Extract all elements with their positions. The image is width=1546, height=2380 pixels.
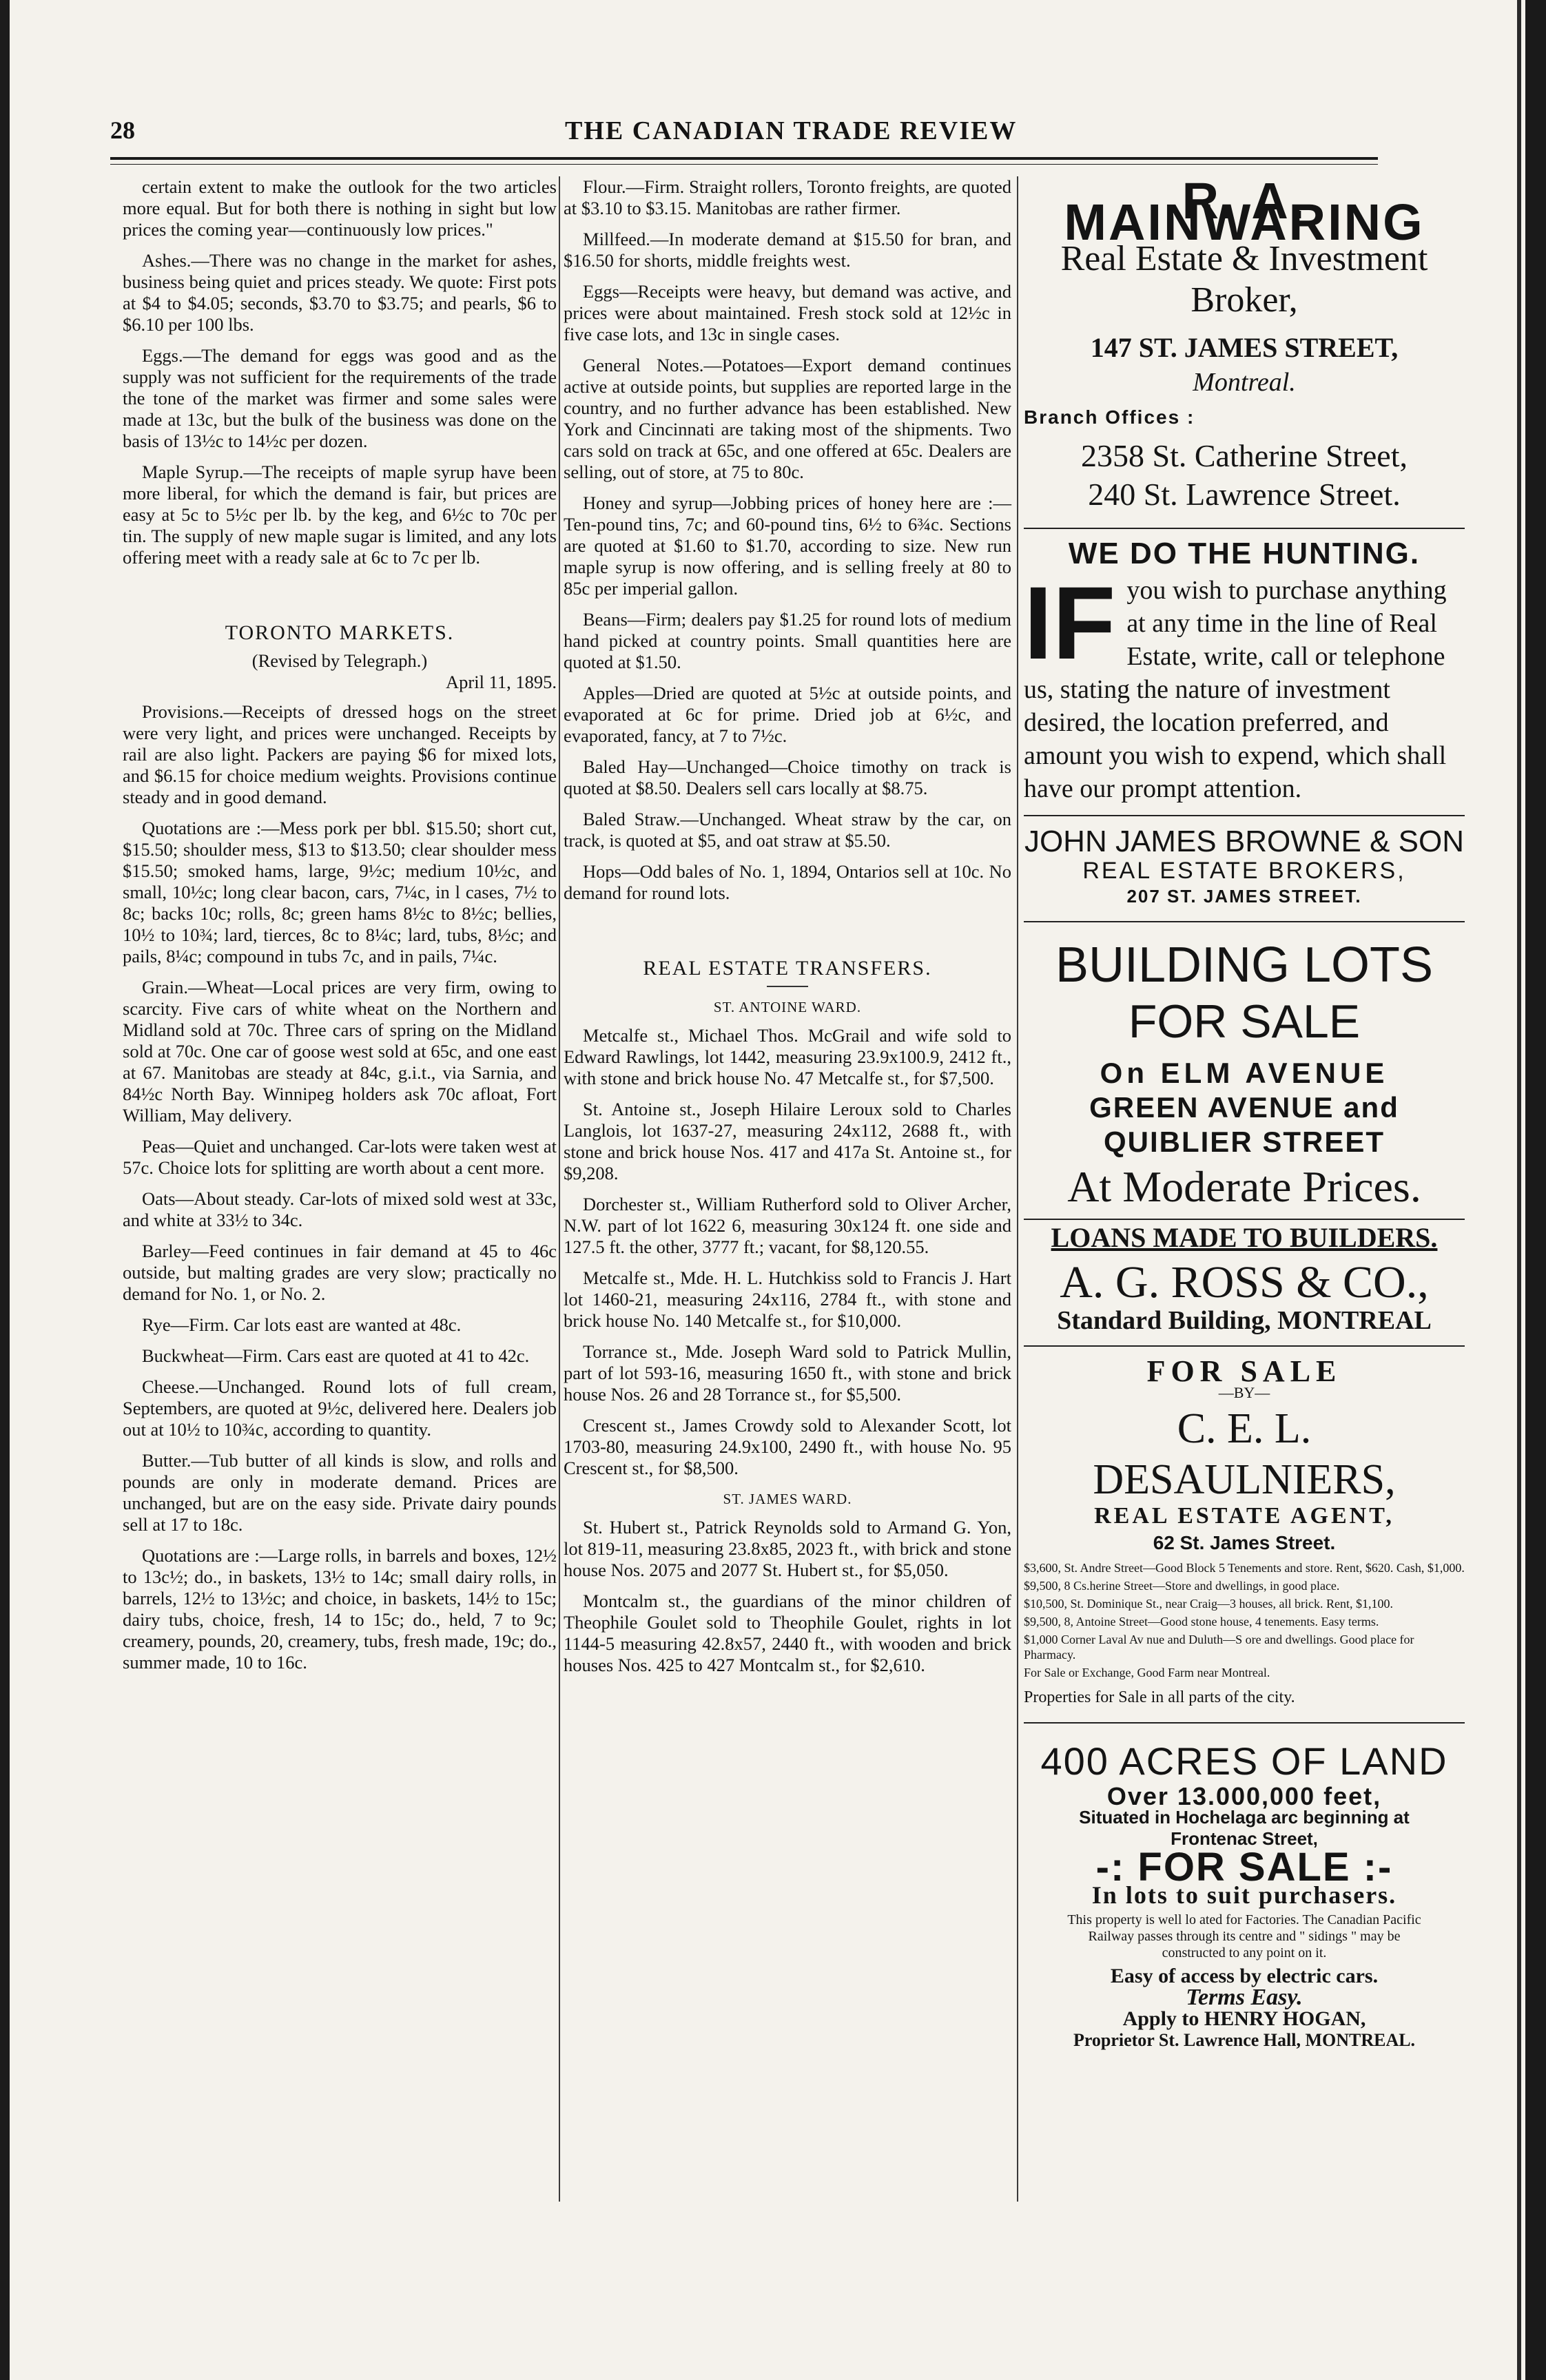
mainwaring-address: 147 ST. JAMES STREET,: [1090, 332, 1399, 363]
browne-ad: [1024, 537, 1465, 907]
column-separator-2: [1017, 176, 1018, 2202]
toronto-markets-heading: TORONTO MARKETS.: [225, 621, 455, 644]
desaulniers-agent: REAL ESTATE AGENT,: [1094, 1503, 1394, 1529]
transfer-entry: St. Hubert st., Patrick Reynolds sold to Armand G. Yon, lot 819-11, measuring 23.8x85, 2023 ft., with brick and stone house Nos. 2075 and 2077 St. Hubert st., for $5,050.: [564, 1517, 1011, 1580]
ross-quiblier-street: QUIBLIER STREET: [1103, 1126, 1385, 1158]
ross-for-sale: FOR SALE: [1128, 995, 1361, 1048]
ad-divider: [1024, 1345, 1465, 1347]
baled-hay-paragraph: Baled Hay—Unchanged—Choice timothy on track is quoted at $8.50. Dealers sell cars locally at $8.75.: [564, 756, 1011, 798]
ross-building-lots: BUILDING LOTS: [1055, 938, 1434, 993]
property-listing: $10,500, St. Dominique St., near Craig—3 houses, all brick. Rent, $1,100.: [1024, 1597, 1393, 1611]
ad-divider: [1024, 815, 1465, 816]
grain-paragraph: Grain.—Wheat—Local prices are very firm, owing to scarcity. Five cars of white wheat on the Northern and Midland sold at 70c. Three cars of spring on the Midland sold at 70c. One car of goose west sold at 65c, and one east at 67. Manitobas are steady at 84c, g.i.t., via Sarnia, and 84½c North Bay. Winnipeg holders ask 70c afloat, Fort William, May delivery.: [123, 977, 557, 1126]
millfeed-paragraph: Millfeed.—In moderate demand at $15.50 for bran, and $16.50 for shorts, middle freights west.: [564, 229, 1011, 271]
mainwaring-ad: [1024, 172, 1465, 514]
ross-green-avenue: GREEN AVENUE and: [1089, 1091, 1399, 1124]
mainwaring-branch-label: Branch Offices :: [1024, 406, 1195, 428]
eggs-paragraph: Eggs.—The demand for eggs was good and as the supply was not sufficient for the requirements of the trade the tone of the market was firmer and some sales were made at 13c, but the bulk of the business was done on the basis of 13½c to 14½c per dozen.: [123, 345, 557, 451]
buckwheat-paragraph: Buckwheat—Firm. Cars east are quoted at 41 to 42c.: [142, 1345, 530, 1366]
hogan-terms: Terms Easy.: [1186, 1985, 1303, 2010]
peas-paragraph: Peas—Quiet and unchanged. Car-lots were taken west at 57c. Choice lots for splitting are worth about a cent more.: [123, 1136, 557, 1178]
desaulniers-for-sale: FOR SALE: [1146, 1354, 1342, 1388]
barley-paragraph: Barley—Feed continues in fair demand at 45 to 46c outside, but malting grades are very slow; practically no demand for No. 1, or No. 2.: [123, 1241, 557, 1304]
outlook-paragraph: certain extent to make the outlook for the two articles more equal. But for both there is nothing in sight but low prices the coming year—continuously low prices.": [123, 176, 557, 240]
beans-paragraph: Beans—Firm; dealers pay $1.25 for round lots of medium hand picked at country points. Small quantities here are quoted at $1.50.: [564, 609, 1011, 672]
property-listing: $9,500, 8, Antoine Street—Good stone house, 4 tenements. Easy terms.: [1024, 1615, 1379, 1628]
browne-text: you wish to purchase anything at any time in the line of Real Estate, write, call or telephone us, stating the nature of investment desired, the location preferred, and amount you wish to expend, which shall have our prompt attention.: [1024, 576, 1447, 803]
page-header: [110, 116, 1461, 157]
mainwaring-city: Montreal.: [1193, 368, 1296, 397]
hogan-for-sale: -: FOR SALE :-: [1095, 1845, 1393, 1890]
desaulniers-by: —BY—: [1218, 1384, 1270, 1401]
mainwaring-name: R. A. MAINWARING: [1064, 172, 1425, 251]
flour-paragraph: Flour.—Firm. Straight rollers, Toronto freights, are quoted at $3.10 to $3.15. Manitobas are rather firmer.: [564, 176, 1011, 218]
apples-paragraph: Apples—Dried are quoted at 5½c at outside points, and evaporated at 6c for prime. Dried job at 6½c, and evaporated, fancy, at 7 to 7½c.: [564, 683, 1011, 746]
scan-edge-right: [1525, 0, 1546, 2380]
browne-firm: JOHN JAMES BROWNE & SON: [1024, 825, 1465, 858]
honey-paragraph: Honey and syrup—Jobbing prices of honey here are :—Ten-pound tins, 7c; and 60-pound tins, 6½ to 6¾c. Sections are quoted at $1.60 to $1.70, according to size. New run maple syrup is now offering, and is selling freely at 80 to 85c per imperial gallon.: [564, 493, 1011, 599]
butter-paragraph: Butter.—Tub butter of all kinds is slow, and rolls and pounds are only in moderate demand. Prices are unchanged, but are on the easy side. Private dairy pounds sell at 17 to 18c.: [123, 1450, 557, 1535]
hogan-feet: Over 13.000,000 feet,: [1106, 1782, 1382, 1810]
real-estate-transfers-heading: REAL ESTATE TRANSFERS.: [643, 957, 932, 980]
property-listing: For Sale or Exchange, Good Farm near Montreal.: [1024, 1666, 1270, 1679]
transfer-entry: Torrance st., Mde. Joseph Ward sold to Patrick Mullin, part of lot 593-16, measuring 1650 ft., with stone and brick house Nos. 26 and 28 Torrance st., for $5,500.: [564, 1341, 1011, 1405]
property-listing: $1,000 Corner Laval Av nue and Duluth—S ore and dwellings. Good place for Pharmacy.: [1024, 1633, 1414, 1662]
hogan-situated: Situated in Hochelaga arc beginning at Frontenac Street,: [1079, 1807, 1410, 1849]
st-antoine-ward-heading: ST. ANTOINE WARD.: [713, 999, 862, 1015]
scan-edge-right-inner: [1517, 0, 1521, 2380]
transfer-entry: Montcalm st., the guardians of the minor children of Theophile Goulet sold to Theophile Goulet, rights in lot 1144-5 measuring 42.8x57, 2440 ft., with wooden and brick houses Nos. 425 to 427 Montcalm st., for $2,610.: [564, 1591, 1011, 1675]
page-number: 28: [110, 116, 135, 144]
mainwaring-branch-1: 2358 St. Catherine Street,: [1081, 438, 1408, 473]
property-listing: $9,500, 8 Cs.herine Street—Store and dwellings, in good place.: [1024, 1579, 1340, 1593]
baled-straw-paragraph: Baled Straw.—Unchanged. Wheat straw by the car, on track, is quoted at $5, and oat straw at $5.50.: [564, 809, 1011, 851]
transfer-entry: St. Antoine st., Joseph Hilaire Leroux sold to Charles Langlois, lot 1637-27, measuring 24x112, 2688 ft., with stone and brick house Nos. 417 and 417a St. Antoine st., for $9,208.: [564, 1099, 1011, 1183]
hogan-easy-access: Easy of access by electric cars.: [1110, 1965, 1379, 1987]
ross-elm-avenue: On ELM AVENUE: [1100, 1057, 1389, 1089]
column-separator-1: [559, 176, 560, 2202]
butter-quotations-paragraph: Quotations are :—Large rolls, in barrels and boxes, 12½ to 13c½; do., in baskets, 13½ to 14c; small dairy rolls, in barrels, 12½ to 13½c; and choice, in baskets, 14½ to 15c; dairy tubs, choice, fresh, 14 to 15c; do., held, 7 to 9c; creamery, pounds, 20, creamery, tubs, fresh made, 19c; do., summer made, 10 to 16c.: [123, 1545, 557, 1673]
heading-rule: [767, 986, 808, 987]
hogan-lots: In lots to suit purchasers.: [1091, 1881, 1397, 1909]
ross-loans: LOANS MADE TO BUILDERS.: [1051, 1222, 1438, 1253]
browne-address: 207 ST. JAMES STREET.: [1126, 886, 1362, 907]
ad-divider: [1024, 528, 1465, 529]
advertisement-column: [1024, 172, 1465, 2051]
property-listing: $3,600, St. Andre Street—Good Block 5 Tenements and store. Rent, $620. Cash, $1,000.: [1024, 1561, 1465, 1575]
ashes-paragraph: Ashes.—There was no change in the market for ashes, business being quiet and prices steady. We quote: First pots at $4 to $4.05; seconds, $3.70 to $3.75; and pearls, $6 to $6.10 per 100 lbs.: [123, 250, 557, 335]
ad-divider: [1024, 921, 1465, 922]
desaulniers-ad: [1024, 1354, 1465, 1708]
provisions-paragraph: Provisions.—Receipts of dressed hogs on the street were very light, and prices were unchanged. Receipts by rail are also light. Packers are paying $6 for mixed lots, and $6.15 for choice medium weights. Provisions continue steady and in good demand.: [123, 701, 557, 807]
browne-body: [1024, 565, 1465, 805]
scan-edge-left: [0, 0, 10, 2380]
hops-paragraph: Hops—Odd bales of No. 1, 1894, Ontarios sell at 10c. No demand for round lots.: [564, 861, 1011, 903]
browne-brokers: REAL ESTATE BROKERS,: [1082, 858, 1406, 884]
transfer-entry: Dorchester st., William Rutherford sold to Oliver Archer, N.W. part of lot 1622 6, measuring 30x124 ft. one side and 127.5 ft. the other, 3777 ft.; vacant, for $8,120.55.: [564, 1194, 1011, 1257]
desaulniers-name: C. E. L. DESAULNIERS,: [1093, 1405, 1396, 1503]
mainwaring-branch-2: 240 St. Lawrence Street.: [1088, 477, 1401, 512]
transfer-entry: Metcalfe st., Mde. H. L. Hutchkiss sold to Francis J. Hart lot 1460-21, measuring 24x116, 2784 ft., with stone and brick house No. 140 Metcalfe st., for $10,000.: [564, 1267, 1011, 1331]
hogan-proprietor: Proprietor St. Lawrence Hall, MONTREAL.: [1073, 2030, 1416, 2050]
ad-divider: [1024, 1722, 1465, 1724]
st-james-ward-heading: ST. JAMES WARD.: [723, 1491, 852, 1507]
ross-moderate-prices: At Moderate Prices.: [1067, 1162, 1421, 1211]
column-one: [123, 176, 557, 1683]
desaulniers-footer: Properties for Sale in all parts of the city.: [1024, 1688, 1295, 1706]
header-rule: [110, 157, 1378, 160]
ross-firm: A. G. ROSS & CO.,: [1060, 1257, 1429, 1307]
rye-paragraph: Rye—Firm. Car lots east are wanted at 48c.: [142, 1314, 462, 1335]
provision-quotations-paragraph: Quotations are :—Mess pork per bbl. $15.50; short cut, $15.50; shoulder mess, $13 to $13.50; clear shoulder mess $15.50; smoked hams, large, 9½c; medium 10½c, and small, 10½c; long clear bacon, cars, 7¼c, in l cases, 7½ to 8c; backs 10c; rolls, 8c; green hams 8½c to 8½c; bellies, 10½ to 10¾; lard, tierces, 8c to 8¼c; lard, tubs, 8½c; and pails, 8¼c; compound in tubs 7c, and in pails, 7¼c.: [123, 818, 557, 966]
cheese-paragraph: Cheese.—Unchanged. Round lots of full cream, Septembers, are quoted at 9½c, delivered here. Dealers job out at 10½ to 10¾c, according to quantity.: [123, 1376, 557, 1440]
hogan-apply: Apply to HENRY HOGAN,: [1122, 2007, 1366, 2030]
ross-building: Standard Building, MONTREAL: [1057, 1306, 1432, 1335]
desaulniers-address: 62 St. James Street.: [1153, 1532, 1336, 1553]
hogan-ad: [1024, 1737, 1465, 2051]
transfer-entry: Crescent st., James Crowdy sold to Alexander Scott, lot 1703-80, measuring 24.9x100, 2490 ft., with house No. 95 Crescent st., for $8,500.: [564, 1415, 1011, 1478]
ross-ad: [1024, 936, 1465, 1335]
maple-syrup-paragraph: Maple Syrup.—The receipts of maple syrup have been more liberal, for which the demand is fair, but prices are easy at 5c to 5½c per lb. by the keg, and 6½c to 70c per tin. The supply of new maple sugar is limited, and any lots offering meet with a ready sale at 6c to 7c per lb.: [123, 462, 557, 568]
general-notes-paragraph: General Notes.—Potatoes—Export demand continues active at outside points, but supplies are reported large in the country, and no further advance has been established. New York and Cincinnati are taking most of the shipments. Two cars sold on track at 65c, and one offered at 65c. Dealers are selling, out of store, at 75 to 80c.: [564, 355, 1011, 482]
journal-title: THE CANADIAN TRADE REVIEW: [565, 116, 1018, 145]
toronto-markets-subheading: (Revised by Telegraph.): [251, 650, 428, 671]
hogan-acres: 400 ACRES OF LAND: [1040, 1739, 1448, 1783]
ad-divider: [1024, 1219, 1465, 1220]
eggs-toronto-paragraph: Eggs—Receipts were heavy, but demand was active, and prices were about maintained. Fresh stock sold at 12½c in five case lots, and 13c in single cases.: [564, 281, 1011, 344]
hogan-property: This property is well lo ated for Factories. The Canadian Pacific Railway passes through its centre and " sidings " may be constructed to any point on it.: [1067, 1912, 1421, 1960]
browne-headline: WE DO THE HUNTING.: [1068, 537, 1421, 570]
transfer-entry: Metcalfe st., Michael Thos. McGrail and wife sold to Edward Rawlings, lot 1442, measuring 23.9x100.9, 2412 ft., with stone and brick house No. 47 Metcalfe st., for $7,500.: [564, 1025, 1011, 1088]
mainwaring-title: Real Estate & Investment Broker,: [1060, 239, 1428, 320]
oats-paragraph: Oats—About steady. Car-lots of mixed sold west at 33c, and white at 33½ to 34c.: [123, 1188, 557, 1230]
browne-dropcap: IF: [1024, 565, 1116, 681]
column-two: [564, 176, 1011, 1686]
toronto-markets-date: April 11, 1895.: [446, 672, 557, 692]
header-rule-thin: [110, 164, 1378, 165]
